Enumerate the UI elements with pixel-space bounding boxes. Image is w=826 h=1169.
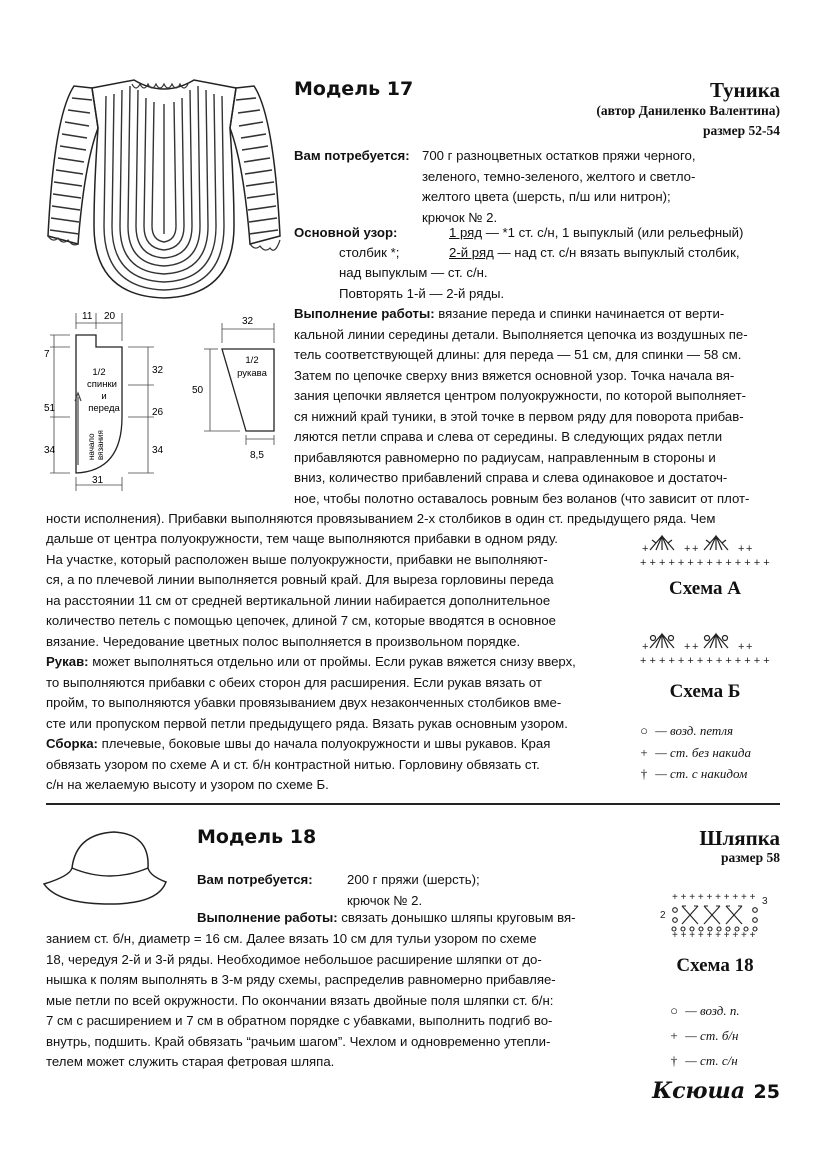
m17-row2 xyxy=(449,243,740,264)
m18-need-text xyxy=(347,870,480,911)
m17-pattern-label: Основной узор: xyxy=(294,225,398,240)
work-line: 7 см с расширением и 7 см в обратном порядке с убавками, выполнить подгиб во- xyxy=(46,1013,553,1028)
svg-text:+: + xyxy=(642,641,649,653)
svg-text:+: + xyxy=(738,641,745,653)
svg-text:+: + xyxy=(746,543,753,555)
model-18-title: Модель 18 xyxy=(197,826,317,848)
work-line: 18, чередуя 2-й и 3-й ряды. Необходимое небольшое расширение шляпки от до- xyxy=(46,951,542,967)
m18-work-label: Выполнение работы: xyxy=(197,910,338,925)
model-17-author: (автор Даниленко Валентина) xyxy=(596,103,780,118)
m17-need-line: зеленого, темно-зеленого, желтого и светло- xyxy=(422,168,696,184)
m18-work-first: Выполнение работы: связать донышко шляпы круговым вя- xyxy=(197,910,576,925)
schema-18-chart xyxy=(658,890,778,942)
dim-front-right-top: 32 xyxy=(152,365,164,376)
page-number: 25 xyxy=(753,1081,780,1103)
work-line: внутрь, подшить. Край обвязать “рачьим шагом”. Чехлом и одновременно утепли- xyxy=(46,1033,551,1049)
work-line: то выполняются прибавки с обеих сторон для расширения. Если рукав вязать от xyxy=(46,674,542,690)
row2-label: 2-й ряд xyxy=(449,245,494,260)
m18-work xyxy=(46,929,606,1073)
sleeve-label-1: 1/2 xyxy=(245,355,259,366)
work-line: прибавляются равномерно по радиусам, направленным в стороны и xyxy=(294,449,716,465)
m17-work-mid xyxy=(46,529,606,796)
m17-need-label: Вам потребуется: xyxy=(294,148,410,163)
work-line: занием ст. б/н, диаметр = 16 см. Далее вязать 10 см для тульи узором по схеме xyxy=(46,931,537,946)
front-label-2: спинки xyxy=(87,379,117,390)
m17-work-full-line: ности исполнения). Прибавки выполняются провязыванием 2-х столбиков в один ст. предыдущего ряда. Чем xyxy=(46,511,716,526)
legend-item: ○ — возд. петля xyxy=(636,720,751,742)
legend-item: + — ст. без накида xyxy=(636,742,751,764)
dim-front-top-b: 20 xyxy=(104,311,116,322)
work-line: зания цепочки является центром полуокружности, по которой выполняет- xyxy=(294,388,747,403)
work-line: вниз, количество прибавлений справа и слева одинаковое и достаточ- xyxy=(294,470,728,485)
m17-need-line: 700 г разноцветных остатков пряжи черного, xyxy=(422,148,696,163)
row1-label: 1 ряд xyxy=(449,225,483,240)
svg-text:+: + xyxy=(738,543,745,555)
work-line: мые петли по всей окружности. По окончании вязать двойные поля шляпки ст. б/н: xyxy=(46,992,554,1008)
work-line: кальной линии середины детали. Выполняется цепочка из воздушных пе- xyxy=(294,326,748,342)
hat-illustration xyxy=(40,828,170,908)
dim-front-left-mid: 51 xyxy=(44,403,56,414)
schema-row-3: 3 xyxy=(762,896,768,907)
model-17-name: Туника xyxy=(710,78,780,102)
m17-assembly-label: Сборка: xyxy=(46,736,98,751)
single-crochet-icon: + xyxy=(670,1028,678,1043)
m18-need-label: Вам потребуется: xyxy=(197,872,313,887)
m17-need-line: желтого цвета (шерсть, п/ш или нитрон); xyxy=(422,189,671,204)
m17-sleeve-label: Рукав: xyxy=(46,654,89,669)
work-line: обвязать узором по схеме А и ст. б/н контрастной нитью. Горловину обвязать ст. xyxy=(46,756,540,772)
svg-text:+: + xyxy=(746,641,753,653)
front-label-1: 1/2 xyxy=(92,367,106,378)
double-crochet-icon: † xyxy=(640,766,648,781)
svg-text:+: + xyxy=(684,641,691,653)
work-line: количество петель с помощью цепочек, длиной 7 см, которые вводятся в основное xyxy=(46,613,557,628)
work-line: сте или пропуском первой петли предыдущего ряда. Вязать рукав основным узором. xyxy=(46,715,568,731)
front-back-pattern-diagram xyxy=(40,305,175,495)
work-line: дальше от центра полуокружности, тем чаще выполняются прибавки в одном ряду. xyxy=(46,531,558,546)
dim-front-left-bot: 34 xyxy=(44,445,56,456)
work-line: ляются петли справа и слева от середины. В следующих рядах петли xyxy=(294,429,723,444)
sleeve-label-2: рукава xyxy=(237,368,267,379)
work-line: ся, а по плечевой линии выполняется ровный край. Для выреза горловины переда xyxy=(46,572,554,587)
footer xyxy=(652,1078,780,1104)
model-18-name: Шляпка xyxy=(699,826,780,850)
tunic-illustration xyxy=(44,76,284,302)
m17-repeat: Повторять 1-й — 2-й ряды. xyxy=(339,286,505,301)
dim-sleeve-bottom: 8,5 xyxy=(250,450,264,461)
row2-text: — над ст. с/н вязать выпуклый столбик, xyxy=(493,245,740,260)
work-line: с/н на желаемую высоту и узором по схеме Б. xyxy=(46,777,329,792)
model-17-title: Модель 17 xyxy=(294,78,414,100)
dim-front-left-top: 7 xyxy=(44,349,50,360)
legend-item: ○ — возд. п. xyxy=(666,998,740,1023)
work-line: Сборка: плечевые, боковые швы до начала полуокружности и швы рукавов. Края xyxy=(46,736,551,751)
work-line: ное, чтобы полотно оставалось ровным без воланов (что зависит от плот- xyxy=(294,490,750,506)
double-crochet-icon: † xyxy=(670,1053,678,1068)
single-crochet-icon: + xyxy=(640,744,648,760)
front-label-4: переда xyxy=(88,403,120,414)
work-line: вязание. Чередование цветных полос выполняется в произвольном порядке. xyxy=(46,633,521,649)
work-line: на расстоянии 11 см от средней вертикальной линии набирается дополнительное xyxy=(46,592,551,608)
schema-b-caption: Схема Б xyxy=(669,681,741,702)
model-17-size: размер 52-54 xyxy=(702,123,780,138)
work-line: Затем по цепочке сверху вниз вяжется основной узор. Точка начала вя- xyxy=(294,367,735,383)
model-18-size: размер 58 xyxy=(720,850,780,865)
work-line: ся нижний край туники, в этой точке в первом ряду для поворота прибав- xyxy=(294,408,744,424)
chain-stitch-icon: ○ xyxy=(670,1003,678,1018)
m17-need-text xyxy=(422,146,772,228)
legend-m17 xyxy=(636,720,751,785)
work-line: телем может служить старая фетровая шляпа. xyxy=(46,1054,335,1069)
svg-text:+: + xyxy=(692,543,699,555)
dim-sleeve-top: 32 xyxy=(242,316,254,327)
svg-text:+ + + + + + + + + + + + + +: + + + + + + + + + + + + + + xyxy=(640,557,770,569)
dim-front-bottom: 31 xyxy=(92,475,104,486)
schema-b-chart xyxy=(640,628,770,668)
knit-start-label-1: начало xyxy=(87,433,96,460)
svg-text:+: + xyxy=(642,543,649,555)
legend-m18 xyxy=(666,998,740,1073)
dim-front-top-a: 11 xyxy=(82,311,93,322)
magazine-name: Ксюша xyxy=(652,1078,746,1104)
dim-front-right-bot: 34 xyxy=(152,445,164,456)
row1-text: — *1 ст. с/н, 1 выпуклый (или рельефный) xyxy=(482,225,744,240)
legend-item: † — ст. с/н xyxy=(666,1048,740,1073)
svg-text:+ + + + + + + + + +: + + + + + + + + + + xyxy=(672,892,756,903)
svg-text:+ + + + + + + + + + + + + +: + + + + + + + + + + + + + + xyxy=(640,655,770,667)
section-divider xyxy=(46,803,780,805)
legend-item: † — ст. с накидом xyxy=(636,763,751,785)
schema-a-caption: Схема А xyxy=(669,578,741,599)
m17-work-narrow xyxy=(294,304,780,509)
m17-row2-cont: над выпуклым — ст. с/н. xyxy=(339,265,488,280)
svg-text:+: + xyxy=(692,641,699,653)
dim-sleeve-side: 50 xyxy=(192,385,204,396)
work-line: пройм, то выполняются убавки провязыванием двух незаконченных столбиков вме- xyxy=(46,695,562,710)
work-line: тель соответствующей длины: для переда — 51 см, для спинки — 58 см. xyxy=(294,347,742,362)
m17-work-label: Выполнение работы: xyxy=(294,306,435,321)
front-label-3: и xyxy=(101,391,107,402)
work-line: нышка к полям выполнять в 3-м ряду схемы, распределив равномерно прибавляе- xyxy=(46,972,556,987)
schema-a-chart xyxy=(640,530,770,570)
m17-need-line: крючок № 2. xyxy=(422,209,498,225)
svg-text:+ + + + + + + + + +: + + + + + + + + + + xyxy=(672,930,756,941)
sleeve-pattern-diagram xyxy=(190,313,285,463)
schema-row-2: 2 xyxy=(660,910,666,921)
work-line: Выполнение работы: вязание переда и спинки начинается от верти- xyxy=(294,306,725,321)
legend-item: + — ст. б/н xyxy=(666,1023,740,1048)
knit-start-label-2: вязания xyxy=(96,430,105,460)
dim-front-right-mid: 26 xyxy=(152,407,164,418)
m18-need-line: крючок № 2. xyxy=(347,892,423,908)
m18-need-line: 200 г пряжи (шерсть); xyxy=(347,872,480,887)
chain-stitch-icon: ○ xyxy=(640,723,648,738)
m17-row1-cont: столбик *; xyxy=(339,245,400,260)
work-line: На участке, который расположен выше полуокружности, прибавки не выполняют- xyxy=(46,551,548,567)
m17-row1 xyxy=(449,223,743,244)
schema-18-caption: Схема 18 xyxy=(676,955,754,976)
work-line: Рукав: может выполняться отдельно или от проймы. Если рукав вяжется снизу вверх, xyxy=(46,654,576,669)
svg-text:+: + xyxy=(684,543,691,555)
